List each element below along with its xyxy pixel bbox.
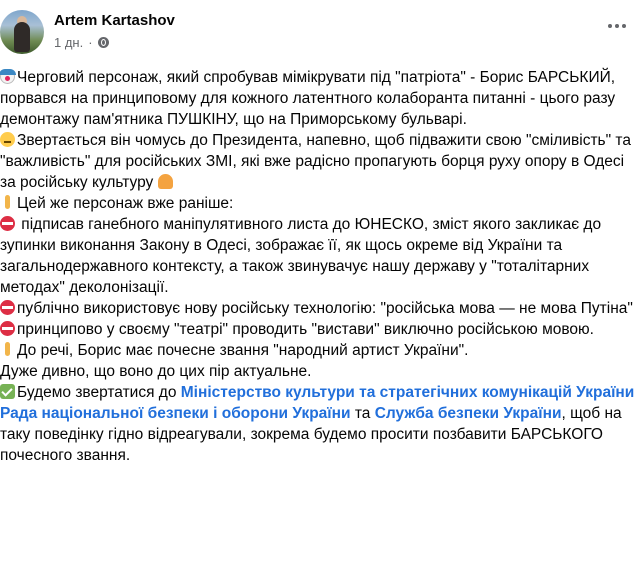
meta-separator: ·: [88, 35, 93, 50]
paragraph-2: [0, 130, 636, 193]
no-entry-icon: [0, 321, 15, 336]
post-time[interactable]: 1 дн.: [54, 35, 84, 50]
paragraph-3: [0, 193, 636, 214]
avatar-figure: [14, 22, 30, 52]
post-meta: [54, 35, 109, 50]
author-avatar[interactable]: [0, 10, 44, 54]
paragraph-5: [0, 298, 636, 319]
no-entry-icon: [0, 216, 15, 231]
dot-2: [615, 24, 619, 28]
pointing-hand-icon: [0, 342, 15, 357]
paragraph-3-text: Цей же персонаж вже раніше:: [17, 195, 234, 212]
paragraph-1: [0, 67, 636, 130]
globe-icon: [98, 37, 109, 48]
more-options-icon[interactable]: [604, 16, 630, 36]
paragraph-9-end: , щоб на таку поведінку гідно відреагували, зокрема будемо просити позбавити БАРСЬКОГО почесного звання.: [0, 405, 622, 464]
paragraph-7-text: До речі, Борис має почесне звання "народний артист України".: [17, 342, 469, 359]
link-ministry-culture[interactable]: Міністерство культури та стратегічних комунікацій України: [180, 384, 635, 401]
dot-3: [622, 24, 626, 28]
paragraph-7: [0, 340, 636, 361]
paragraph-6-text: принципово у своєму "театрі" проводить "вистави" виключно російською мовою.: [17, 321, 594, 338]
face-icon: [0, 132, 15, 147]
paragraph-8: [0, 361, 636, 382]
author-name[interactable]: Artem Kartashov: [54, 12, 175, 29]
paragraph-9: [0, 382, 636, 466]
paragraph-1-text: Черговий персонаж, який спробував мімікрувати під "патріота" - Борис БАРСЬКИЙ, порвався на принциповому для кожного латентного колаборанта питанні - цього разу демонтажу пам'ятника ПУШКІНУ, що на Приморському бульварі.: [0, 69, 616, 128]
person-icon: [158, 174, 173, 189]
pointing-hand-icon: [0, 195, 15, 210]
paragraph-4: [0, 214, 636, 298]
dot-1: [608, 24, 612, 28]
link-sbu[interactable]: Служба безпеки України: [374, 405, 562, 422]
paragraph-4-text: підписав ганебного маніпулятивного листа до ЮНЕСКО, зміст якого закликає до зупинки виконання Закону в Одесі, зображає її, як щось окреме від України та загальнодержавного контексту, а також звинувачує нашу державу у "тоталітарних методах" деколонізації.: [0, 216, 602, 296]
paragraph-6: [0, 319, 636, 340]
paragraph-9-start: Будемо звертатися до: [17, 384, 181, 401]
paragraph-8-text: Дуже дивно, що воно до цих пір актуальне.: [0, 363, 312, 380]
clown-face-icon: [0, 69, 15, 84]
no-entry-icon: [0, 300, 15, 315]
paragraph-5-text: публічно використовує нову російську технологію: "російська мова — не мова Путіна": [17, 300, 633, 317]
paragraph-2-text: Звертається він чомусь до Президента, напевно, щоб підважити свою "сміливість" та "важливість" для російських ЗМІ, які вже радісно пропагують борця руху опору в Одесі за російську культуру: [0, 132, 631, 191]
paragraph-9-and: та: [350, 405, 375, 422]
post-header: [0, 0, 638, 64]
post-body: [0, 67, 636, 466]
check-mark-icon: [0, 384, 15, 399]
link-nsdc[interactable]: Рада національної безпеки і оборони України: [0, 405, 351, 422]
